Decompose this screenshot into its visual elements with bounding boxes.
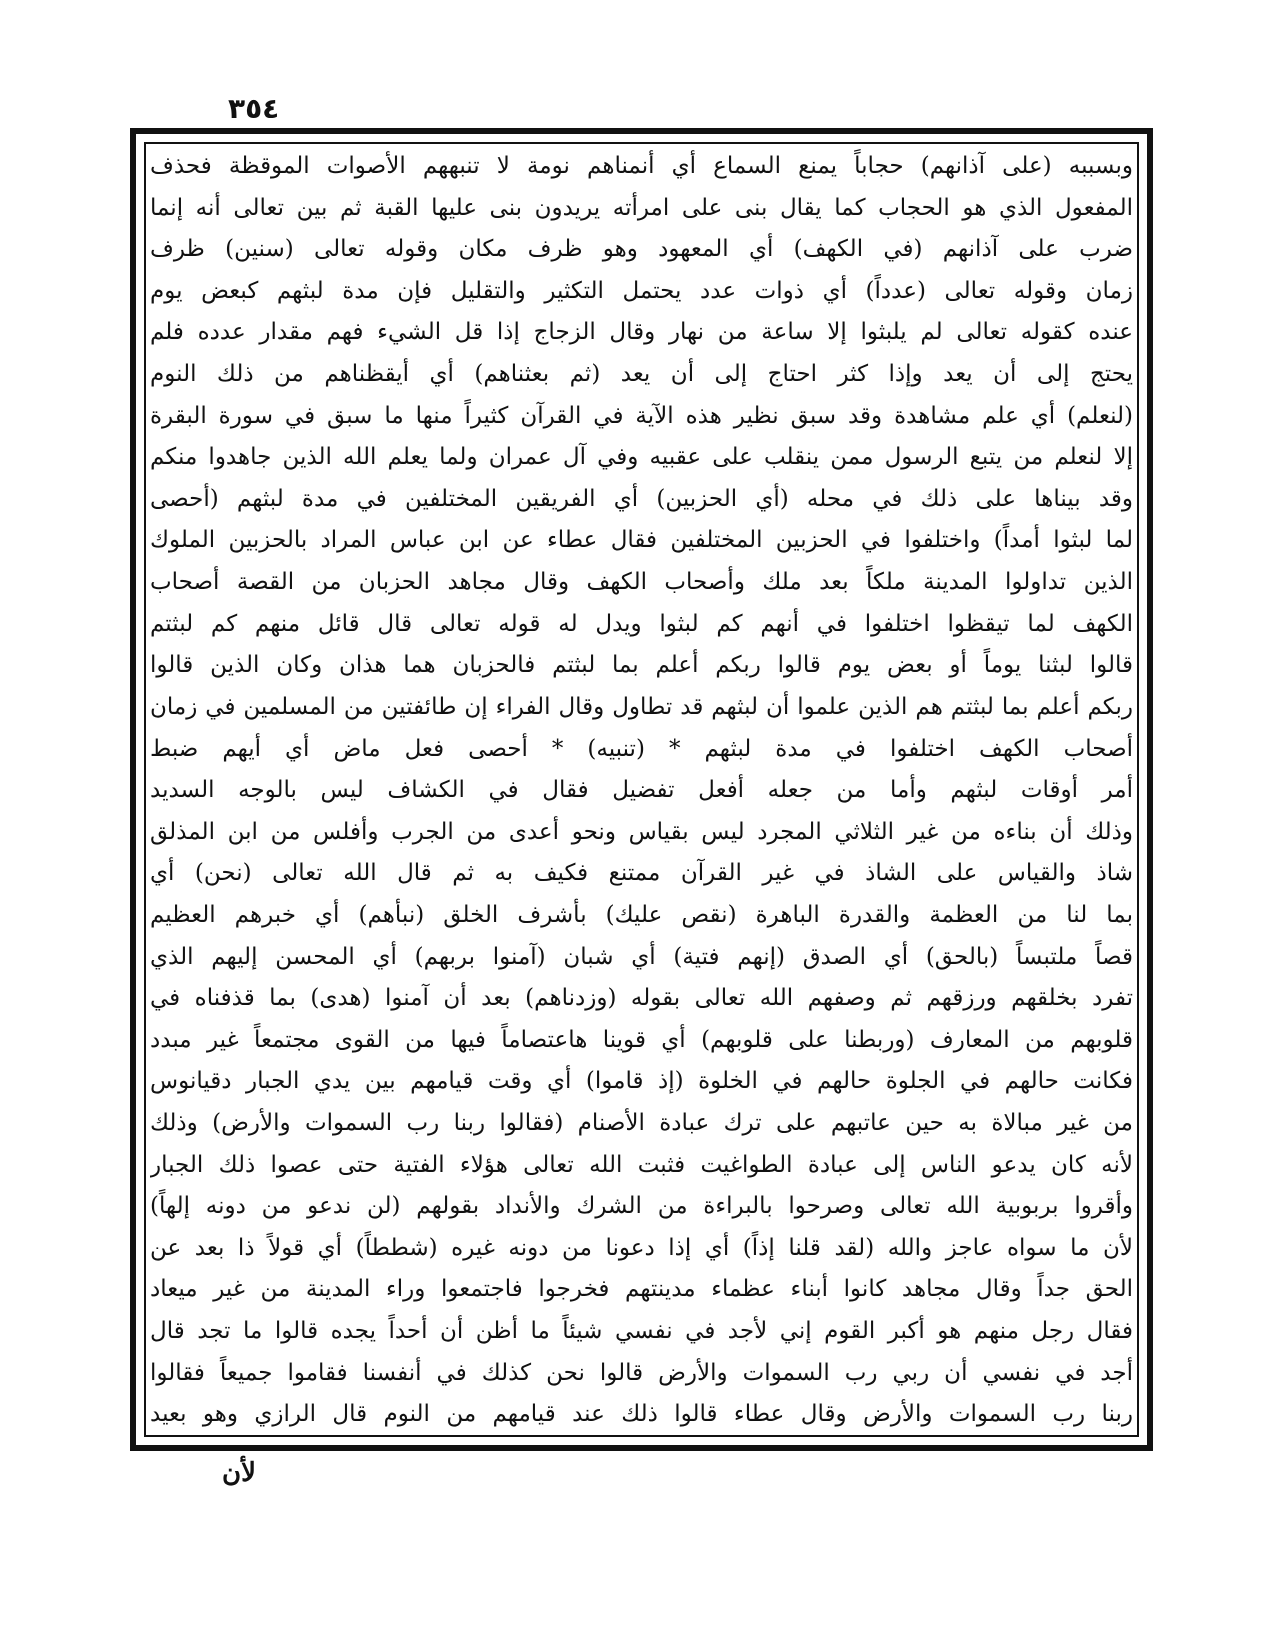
text-line: قلوبهم من المعارف (وربطنا على قلوبهم) أي قوينا هاعتصاماً فيها من القوى مجتمعاً غير مبدد [150,1026,1133,1053]
text-line: (لنعلم) أي علم مشاهدة وقد سبق نظير هذه الآية في القرآن كثيراً منها ما سبق في سورة البقرة [150,402,1133,429]
text-line: عنده كقوله تعالى لم يلبثوا إلا ساعة من نهار وقال الزجاج إذا قل الشيء فهم مقدار عدده فلم [150,319,1133,346]
text-line: من غير مبالاة به حين عاتبهم على ترك عبادة الأصنام (فقالوا ربنا رب السموات والأرض) وذلك [150,1110,1133,1137]
text-line: شاذ والقياس على الشاذ في غير القرآن ممتنع فكيف به ثم قال الله تعالى (نحن) أي [150,860,1133,887]
text-line: وبسببه (على آذانهم) حجاباً يمنع السماع أي أنمناهم نومة لا تنبههم الأصوات الموقظة فحذف [150,153,1133,179]
text-line: الحق جداً وقال مجاهد كانوا أبناء عظماء مدينتهم فخرجوا فاجتمعوا وراء المدينة من غير ميعاد [150,1276,1133,1303]
text-line: ربنا رب السموات والأرض وقال عطاء قالوا ذلك عند قيامهم من النوم قال الرازي وهو بعيد [150,1401,1133,1428]
text-line: أجد في نفسي أن ربي رب السموات والأرض قالوا نحن كذلك في أنفسنا فقاموا جميعاً فقالوا [150,1359,1133,1386]
text-line: ربكم أعلم بما لبثتم هم الذين علموا أن لبثهم قد تطاول وقال الفراء إن طائفتين من المسلمين في زمان [150,693,1133,720]
text-line: قالوا لبثنا يوماً أو بعض يوم قالوا ربكم أعلم بما لبثتم فالحزبان هما هذان وكان الذين قالوا [150,652,1133,679]
page-number: ٣٥٤ [228,92,280,125]
text-line: لأن ما سواه عاجز والله (لقد قلنا إذاً) أي إذا دعونا من دونه غيره (شططاً) أي قولاً ذا بعد عن [150,1234,1133,1261]
text-line: لأنه كان يدعو الناس إلى عبادة الطواغيت فثبت الله تعالى هؤلاء الفتية حتى عصوا ذلك الجبار [150,1151,1133,1178]
text-line: وقد بيناها على ذلك في محله (أي الحزبين) أي الفريقين المختلفين في مدة لبثهم (أحصى [150,485,1133,512]
text-line: يحتج إلى أن يعد وإذا كثر احتاج إلى أن يعد (ثم بعثناهم) أي أيقظناهم من ذلك النوم [150,361,1133,388]
text-line: بما لنا من العظمة والقدرة الباهرة (نقص عليك) بأشرف الخلق (نبأهم) أي خبرهم العظيم [150,901,1133,928]
text-line: أصحاب الكهف اختلفوا في مدة لبثهم * (تنبيه) * أحصى فعل ماض أي أيهم ضبط [150,735,1133,762]
text-line: فكانت حالهم في الجلوة حالهم في الخلوة (إذ قاموا) أي وقت قيامهم بين يدي الجبار دقيانوس [150,1068,1133,1095]
text-line: وذلك أن بناءه من غير الثلاثي المجرد ليس بقياس ونحو أعدى من الجرب وأفلس من ابن المذلق [150,818,1133,845]
catchword: لأن [222,1458,256,1488]
text-line: قصاً ملتبساً (بالحق) أي الصدق (إنهم فتية) أي شبان (آمنوا بربهم) أي المحسن إليهم الذي [150,943,1133,970]
text-line: الكهف لما تيقظوا اختلفوا في أنهم كم لبثوا ويدل له قوله تعالى قال قائل منهم كم لبثتم [150,610,1133,637]
text-line: تفرد بخلقهم ورزقهم ثم وصفهم الله تعالى بقوله (وزدناهم) بعد أن آمنوا (هدى) بما قذفناه في [150,985,1133,1012]
text-line: وأقروا بربوبية الله تعالى وصرحوا بالبراءة من الشرك والأنداد بقولهم (لن ندعو من دونه إلهاً) [150,1193,1133,1220]
text-line: المفعول الذي هو الحجاب كما يقال بنى على امرأته يريدون بنى عليها القبة ثم بين تعالى أنه إنما [150,194,1133,221]
text-line: زمان وقوله تعالى (عدداً) أي ذوات عدد يحتمل التكثير والتقليل فإن مدة لبثهم كبعض يوم [150,277,1133,304]
text-line: لما لبثوا أمداً) واختلفوا في الحزبين المختلفين فقال عطاء عن ابن عباس المراد بالحزبين الملوك [150,527,1133,554]
text-line: الذين تداولوا المدينة ملكاً بعد ملك وأصحاب الكهف وقال مجاهد الحزبان من القصة أصحاب [150,569,1133,596]
text-line: فقال رجل منهم هو أكبر القوم إني لأجد في نفسي شيئاً ما أظن أن أحداً يجده قالوا ما تجد قال [150,1318,1133,1345]
text-line: إلا لنعلم من يتبع الرسول ممن ينقلب على عقبيه وفي آل عمران ولما يعلم الله الذين جاهدوا منكم [150,444,1133,471]
text-line: ضرب على آذانهم (في الكهف) أي المعهود وهو ظرف مكان وقوله تعالى (سنين) ظرف [150,236,1133,263]
text-block [150,145,1133,1435]
text-line: أمر أوقات لبثهم وأما من جعله أفعل تفضيل فقال في الكشاف ليس بالوجه السديد [150,777,1133,804]
